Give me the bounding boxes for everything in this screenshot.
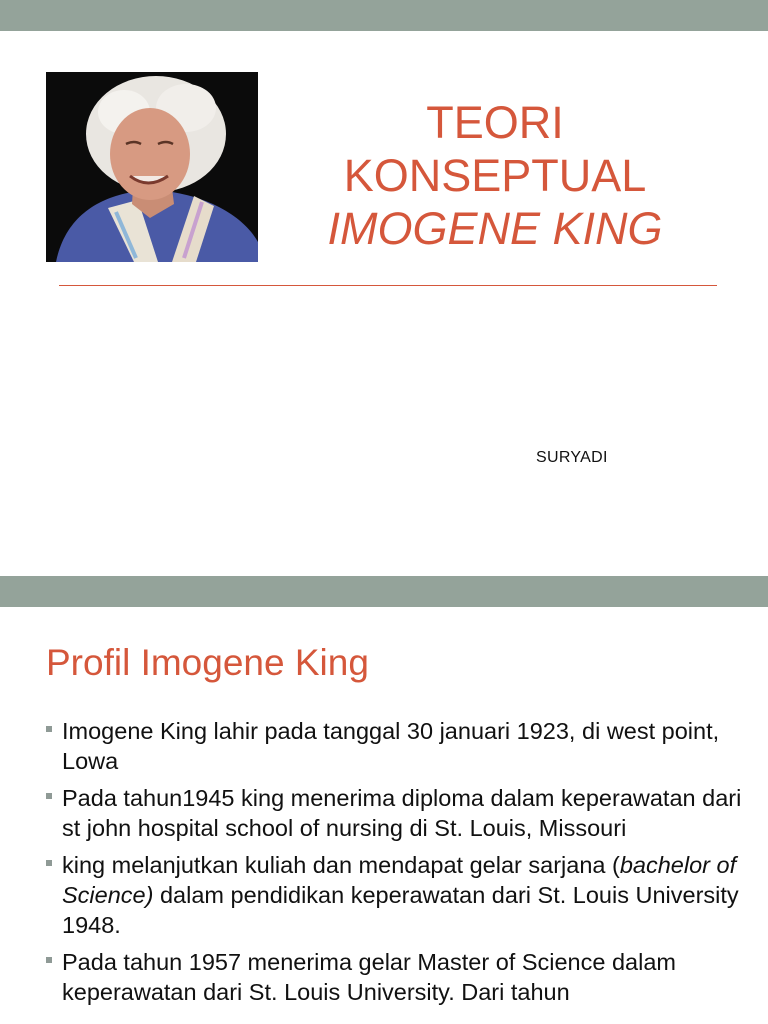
top-band <box>0 576 768 607</box>
title-divider <box>59 285 717 286</box>
bullet-text-part: dalam pendidikan keperawatan dari St. Louis University 1948. <box>62 882 739 938</box>
title-line-1: TEORI <box>426 97 564 148</box>
title-line-2: KONSEPTUAL <box>343 150 647 201</box>
slide-title-text <box>290 96 700 255</box>
bullet-text-part: king melanjutkan kuliah dan mendapat gelar sarjana ( <box>62 852 620 878</box>
slide-heading: Profil Imogene King <box>46 642 369 683</box>
bullet-square-icon <box>46 726 52 732</box>
bullet-list <box>46 716 746 1014</box>
bullet-text: Pada tahun1945 king menerima diploma dalam keperawatan dari st john hospital school of nursing di St. Louis, Missouri <box>62 785 742 841</box>
bullet-item <box>46 947 746 1007</box>
bullet-square-icon <box>46 860 52 866</box>
bullet-text: Imogene King lahir pada tanggal 30 januari 1923, di west point, Lowa <box>62 718 720 774</box>
bullet-square-icon <box>46 793 52 799</box>
top-band <box>0 0 768 31</box>
bullet-text <box>62 852 739 938</box>
bullet-item <box>46 783 746 843</box>
bullet-text: Pada tahun 1957 menerima gelar Master of Science dalam keperawatan dari St. Louis University. Dari tahun <box>62 949 676 1005</box>
bullet-item <box>46 850 746 940</box>
portrait-illustration <box>46 72 258 262</box>
slide-profile <box>0 576 768 1024</box>
bullet-item <box>46 716 746 776</box>
title-line-3: IMOGENE KING <box>327 203 663 254</box>
bullet-text-italic: bachelor of Science) <box>62 852 737 908</box>
portrait-photo <box>46 72 258 262</box>
author-name: SURYADI <box>536 449 608 466</box>
bullet-square-icon <box>46 957 52 963</box>
